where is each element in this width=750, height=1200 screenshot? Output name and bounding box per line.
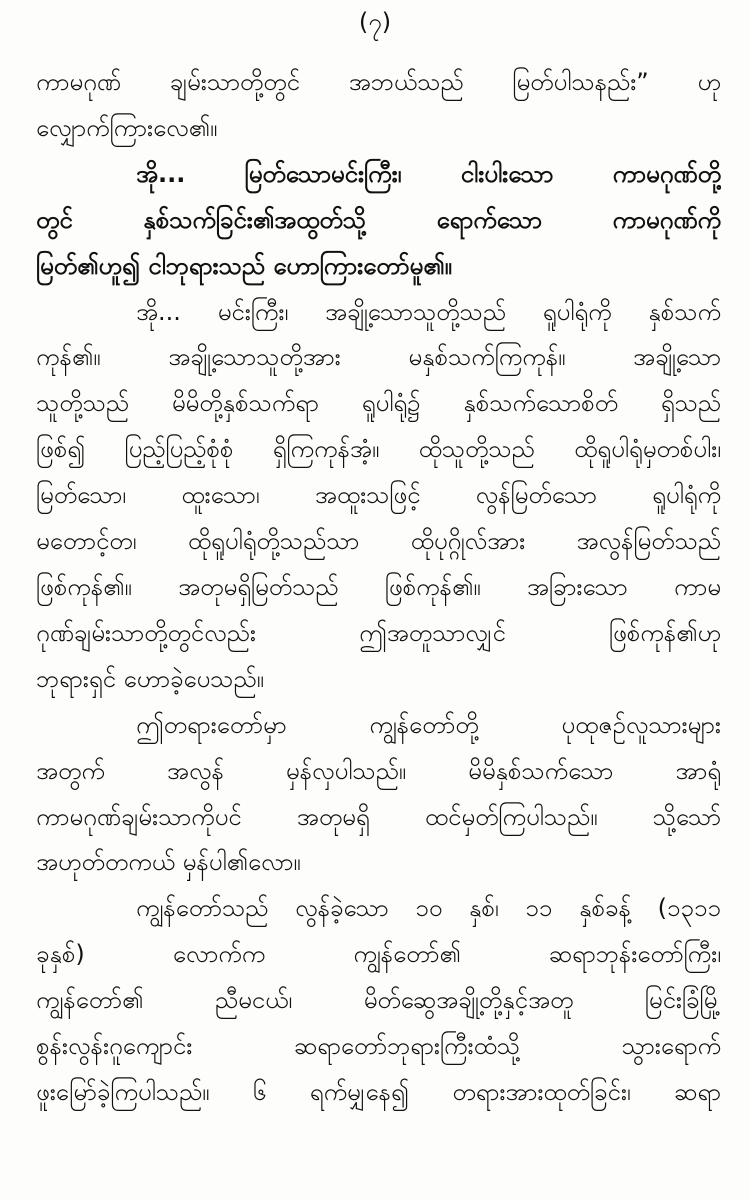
text-line: ဘုရားရှင် ဟောခဲ့ပေသည်။ (36, 664, 264, 693)
text-line: ဖြစ်၍ ပြည့်ပြည့်စုံစုံ ရှိကြကုန်အံ့။ ထိုသူတို့သည် ထိုရူပါရုံမှတစ်ပါး၊ (36, 435, 721, 464)
text-line: ကျွန်တော်သည် လွန်ခဲ့သော ၁၀ နှစ်၊ ၁၁ နှစ်ခန့် (၁၃၁၁ (136, 894, 721, 923)
text-line: ကုန်၏။ အချို့သောသူတို့အား မနှစ်သက်ကြကုန်။ အချို့သော (36, 343, 721, 372)
text-line: ကျွန်တော်၏ ညီမငယ်၊ မိတ်ဆွေအချို့တို့နှင့်အတူ မြင်းခြံမြို့ (36, 986, 721, 1015)
text-line: သူတို့သည် မိမိတို့နှစ်သက်ရာ ရူပါရုံ၌ နှစ်သက်သောစိတ် ရှိသည် (36, 389, 721, 418)
text-line: ဖြစ်ကုန်၏။ အတုမရှိမြတ်သည် ဖြစ်ကုန်၏။ အခြားသော ကာမ (36, 572, 721, 601)
text-line: တွင် နှစ်သက်ခြင်း၏အထွတ်သို့ ရောက်သော ကာမဂုဏ်ကို (36, 205, 721, 234)
text-line: ကာမဂုဏ်ချမ်းသာကိုပင် အတုမရှိ ထင်မှတ်ကြပါသည်။ သို့သော် (36, 802, 721, 831)
text-line: ဖူးမြော်ခဲ့ကြပါသည်။ ၆ ရက်မျှနေ၍ တရားအားထုတ်ခြင်း၊ ဆရာ (36, 1077, 721, 1106)
text-line: မတောင့်တ၊ ထိုရူပါရုံတို့သည်သာ ထိုပုဂ္ဂိုလ်အား အလွန်မြတ်သည် (36, 527, 721, 556)
text-line: ဤတရားတော်မှာ ကျွန်တော်တို့ ပုထုဇဉ်လူသားများ (136, 710, 721, 739)
text-line: အို... မင်းကြီး၊ အချို့သောသူတို့သည် ရူပါရုံကို နှစ်သက် (136, 297, 721, 326)
page-number: (၇) (358, 8, 392, 36)
text-line: ကာမဂုဏ် ချမ်းသာတို့တွင် အဘယ်သည် မြတ်ပါသနည်း” ဟု (36, 68, 721, 96)
text-line: အို... မြတ်သောမင်းကြီး၊ ငါးပါးသော ကာမဂုဏ်တို့ (136, 159, 721, 188)
text-line: လျှောက်ကြားလေ၏။ (36, 113, 218, 142)
text-line: မြတ်၏ဟူ၍ ငါဘုရားသည် ဟောကြားတော်မူ၏။ (36, 251, 452, 280)
text-line: ဂုဏ်ချမ်းသာတို့တွင်လည်း ဤအတူသာလျှင် ဖြစ်ကုန်၏ဟု (36, 618, 721, 647)
text-line: စွန်းလွန်းဂူကျောင်း ဆရာတော်ဘုရားကြီးထံသို့ သွားရောက် (36, 1032, 721, 1061)
body-text (36, 60, 721, 1116)
text-line: မြတ်သော၊ ထူးသော၊ အထူးသဖြင့် လွန်မြတ်သော ရူပါရုံကို (36, 481, 721, 510)
text-line: ခုနှစ်) လောက်က ကျွန်တော်၏ ဆရာဘုန်းတော်ကြီး၊ (36, 940, 721, 969)
text-line: အတွက် အလွန် မှန်လှပါသည်။ မိမိနှစ်သက်သော အာရုံ (36, 756, 721, 785)
text-line: အဟုတ်တကယ် မှန်ပါ၏လော။ (36, 848, 301, 877)
